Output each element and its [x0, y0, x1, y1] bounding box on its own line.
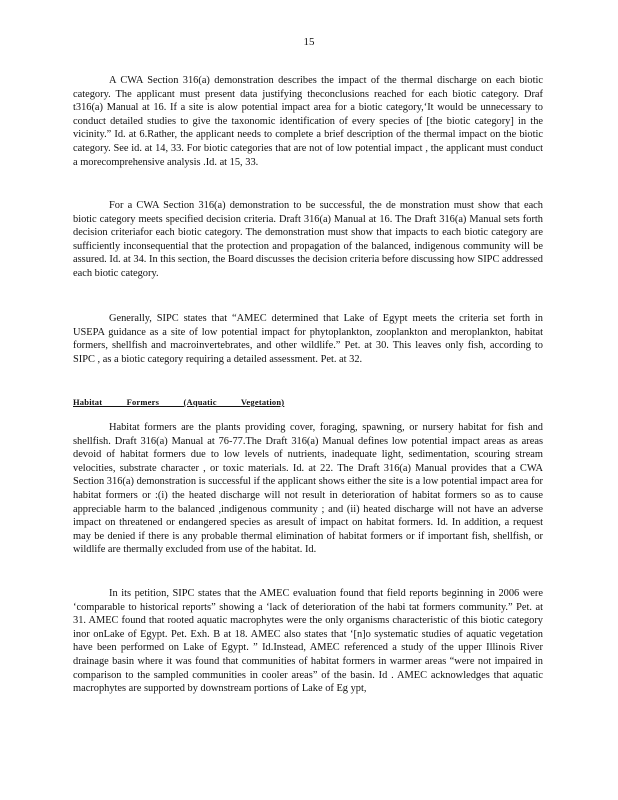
section-heading-habitat-formers: Habitat Formers (Aquatic Vegetation): [73, 397, 285, 407]
paragraph-biotic-category-demonstration: A CWA Section 316(a) demonstration describes the impact of the thermal discharge on each biotic category. The applicant must present data justifying theconclusions reached for each biotic category. Draf t316(a) Manual at 16. If a site is alow potential impact area for a biotic category,‘It would be unnecessary to conduct detailed studies to give the taxonomic identification of every species of [the biotic category] in the vicinity.” Id. at 6.Rather, the applicant needs to complete a brief description of the thermal impact on the biotic category. See id. at 14, 33. For biotic categories that are not of low potential impact , the applicant must conduct a morecomprehensive analysis .Id. at 15, 33.: [73, 75, 543, 168]
paragraph-sipc-petition-amec: In its petition, SIPC states that the AMEC evaluation found that field reports beginning in 2006 were ‘comparable to historical reports” showing a ‘lack of deterioration of the habi tat formers community.” Pet. at 31. AMEC found that rooted aquatic macrophytes were the only organisms characteristic of this biotic category inor onLake of Egypt. Pet. Exh. B at 18. AMEC also states that ‘[n]o systematic studies of aquatic vegetation have been performed on Lake of Egypt. ” Id.Instead, AMEC referenced a study of the upper Illinois River drainage basin where it was found that communities of habitat formers in warmer areas “were not impaired in comparison to the sampled communities in cooler areas” of the basin. Id . AMEC acknowledges that aquatic macrophytes are supported by downstream portions of Lake of Eg ypt,: [73, 588, 543, 695]
paragraph-decision-criteria: For a CWA Section 316(a) demonstration to be successful, the de monstration must show that each biotic category meets specified decision criteria. Draft 316(a) Manual at 16. The Draft 316(a) Manual sets forth decision criteriafor each biotic category. The demonstration must show that impacts to each biotic category are sufficiently inconsequential that the protection and propagation of the balanced, indigenous community will be assured. Id. at 34. In this section, the Board discusses the decision criteria before discussing how SIPC addressed each biotic category.: [73, 200, 543, 279]
paragraph-sipc-low-potential-impact: Generally, SIPC states that “AMEC determined that Lake of Egypt meets the criteria set forth in USEPA guidance as a site of low potential impact for phytoplankton, zooplankton and meroplankton, habitat formers, shellfish and macroinvertebrates, and other wildlife.” Pet. at 30. This leaves only fish, according to SIPC , as a biotic category requiring a detailed assessment. Pet. at 32.: [73, 313, 543, 365]
page-number: 15: [303, 36, 315, 48]
paragraph-habitat-formers-definition: Habitat formers are the plants providing cover, foraging, spawning, or nursery habitat for fish and shellfish. Draft 316(a) Manual at 76-77.The Draft 316(a) Manual defines low potential impact areas as areas devoid of habitat formers due to low levels of nutrients, inadequate light, sedimentation, scouring stream velocities, substrate character , or toxic materials. Id. at 22. The Draft 316(a) Manual provides that a CWA Section 316(a) demonstration is successful if the applicant shows either the site is a low potential impact area for habitat formers or :(i) the heated discharge will not result in deterioration of habitat formers so as to cause appreciable harm to the balanced ,indigenous community ; and (ii) heated discharge will not have an adverse impact on threatened or endangered species as aresult of impact on habitat formers. Id. In addition, a request may be denied if there is any probable thermal elimination of habitat formers or if important fish, shellfish, or wildlife are thermally excluded from use of the habitat. Id.: [73, 422, 543, 556]
